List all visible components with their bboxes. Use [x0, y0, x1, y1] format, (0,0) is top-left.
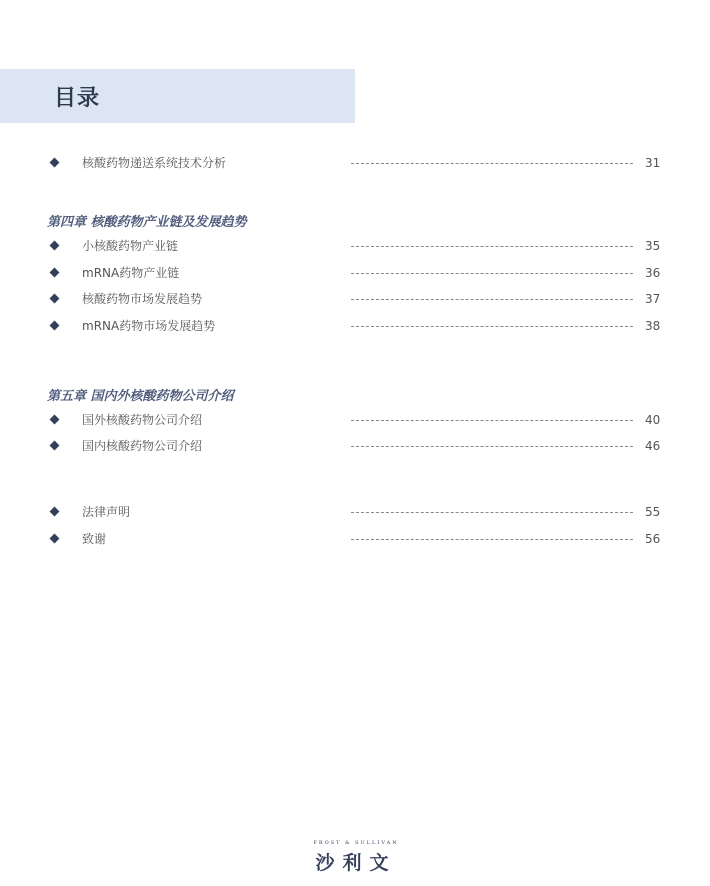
toc-page-number: 55	[645, 505, 661, 519]
diamond-bullet-icon	[50, 241, 60, 251]
toc-entry-label: 国外核酸药物公司介绍	[82, 413, 203, 427]
toc-entry[interactable]	[0, 290, 710, 310]
diamond-bullet-icon	[50, 294, 60, 304]
diamond-bullet-icon	[50, 321, 60, 331]
toc-title-bar	[0, 69, 355, 123]
toc-page-number: 31	[645, 156, 661, 170]
diamond-bullet-icon	[50, 507, 60, 517]
toc-entry-label: 致谢	[82, 532, 107, 546]
toc-entry-label: 核酸药物递送系统技术分析	[82, 156, 227, 170]
chapter-heading[interactable]: 第四章 核酸药物产业链及发展趋势	[47, 215, 247, 230]
toc-entry-label: 核酸药物市场发展趋势	[82, 292, 203, 306]
toc-entry[interactable]	[0, 264, 710, 284]
toc-page-number: 56	[645, 532, 661, 546]
toc-entry[interactable]	[0, 237, 710, 257]
dotted-leader	[351, 512, 633, 513]
dotted-leader	[351, 273, 633, 274]
toc-page-number: 38	[645, 319, 661, 333]
toc-entry[interactable]	[0, 317, 710, 337]
dotted-leader	[351, 420, 633, 421]
diamond-bullet-icon	[50, 441, 60, 451]
toc-page-number: 36	[645, 266, 661, 280]
logo-english-text: FROST & SULLIVAN	[313, 840, 399, 846]
diamond-bullet-icon	[50, 415, 60, 425]
dotted-leader	[351, 246, 633, 247]
page-title: 目录	[54, 86, 101, 111]
dotted-leader	[351, 299, 633, 300]
toc-page-number: 46	[645, 439, 661, 453]
toc-entry[interactable]	[0, 154, 710, 174]
toc-entry-label: 国内核酸药物公司介绍	[82, 439, 203, 453]
dotted-leader	[351, 326, 633, 327]
diamond-bullet-icon	[50, 534, 60, 544]
dotted-leader	[351, 446, 633, 447]
toc-page-number: 37	[645, 292, 661, 306]
toc-entry[interactable]	[0, 530, 710, 550]
toc-entry-label: 法律声明	[82, 505, 131, 519]
toc-entry-label: mRNA药物市场发展趋势	[82, 319, 216, 333]
dotted-leader	[351, 163, 633, 164]
toc-page-number: 40	[645, 413, 661, 427]
dotted-leader	[351, 539, 633, 540]
diamond-bullet-icon	[50, 158, 60, 168]
toc-page-number: 35	[645, 239, 661, 253]
logo-chinese-text: 沙利文	[315, 852, 397, 874]
toc-entry[interactable]	[0, 503, 710, 523]
frost-sullivan-logo	[300, 840, 412, 875]
toc-entry-label: 小核酸药物产业链	[82, 239, 179, 253]
toc-entry-label: mRNA药物产业链	[82, 266, 180, 280]
chapter-heading[interactable]: 第五章 国内外核酸药物公司介绍	[47, 389, 234, 404]
diamond-bullet-icon	[50, 268, 60, 278]
toc-entry[interactable]	[0, 411, 710, 431]
toc-entry[interactable]	[0, 437, 710, 457]
